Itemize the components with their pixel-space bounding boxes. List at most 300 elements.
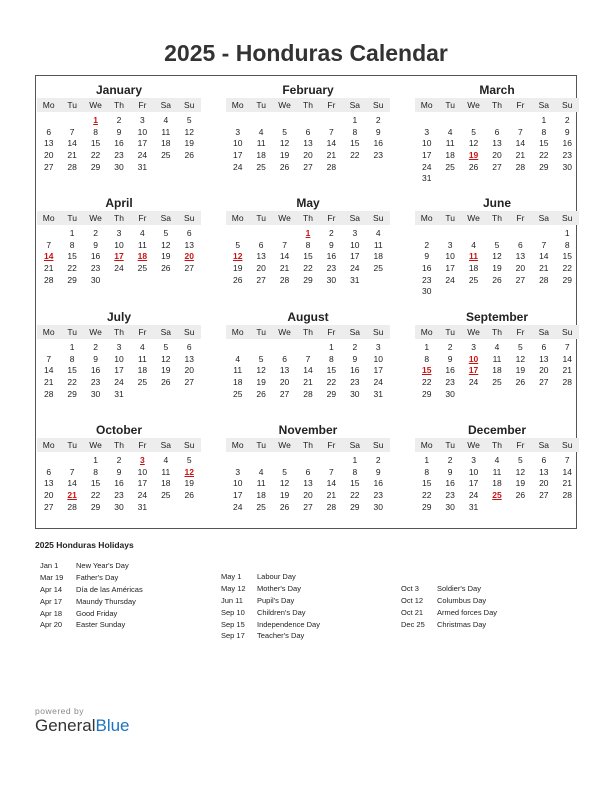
day-cell: 19 — [184, 138, 194, 149]
month-september — [415, 309, 579, 400]
holiday-name: Maundy Thursday — [76, 596, 136, 606]
weekday-label: Mo — [420, 100, 433, 110]
day-cell: 22 — [67, 377, 77, 388]
week-row — [226, 354, 390, 366]
holiday-name: Mother's Day — [257, 583, 301, 593]
day-cell: 25 — [137, 377, 148, 388]
empty-cell — [509, 173, 532, 185]
empty-cell — [509, 228, 532, 240]
weekday-label: Su — [562, 327, 573, 337]
day-cell: 5 — [163, 228, 169, 238]
day-cell: 16 — [373, 478, 383, 489]
day-cell: 11 — [137, 239, 147, 250]
holiday-date: Oct 21 — [401, 607, 424, 617]
day-cell: 21 — [43, 263, 54, 274]
day-cell: 30 — [114, 501, 124, 512]
holiday-date: Dec 25 — [401, 619, 425, 629]
day-cell: 30 — [373, 501, 383, 512]
day-cell: 11 — [373, 239, 383, 250]
day-cell: 3 — [352, 228, 358, 238]
holiday-date: Mar 19 — [40, 572, 64, 582]
weekday-header — [226, 325, 390, 339]
day-cell: 5 — [186, 455, 192, 465]
day-cell: 28 — [326, 161, 337, 172]
day-cell: 26 — [515, 377, 526, 388]
day-cell: 9 — [564, 126, 570, 137]
week-row — [37, 377, 201, 389]
day-cell: 31 — [137, 501, 148, 512]
day-cell: 11 — [256, 138, 266, 149]
day-cell: 3 — [375, 342, 381, 352]
weekday-label: Tu — [67, 213, 77, 223]
week-row — [37, 162, 201, 174]
day-cell: 6 — [186, 342, 192, 352]
day-cell: 16 — [326, 251, 337, 262]
holiday-date: Sep 15 — [221, 619, 245, 629]
weekday-header — [37, 325, 201, 339]
day-cell: 14 — [326, 478, 337, 489]
day-cell: 27 — [303, 161, 313, 172]
day-cell: 9 — [375, 466, 381, 477]
week-row — [37, 354, 201, 366]
day-cell: 3 — [447, 239, 453, 250]
weekday-label: Su — [373, 100, 384, 110]
weekday-label: Mo — [420, 440, 433, 450]
weekday-label: Fr — [516, 213, 525, 223]
day-cell: 31 — [350, 274, 360, 285]
day-cell: 5 — [235, 239, 241, 250]
day-cell: 2 — [375, 115, 381, 125]
day-cell: 6 — [494, 126, 500, 137]
weekday-label: Tu — [67, 440, 77, 450]
day-cell: 14 — [279, 251, 290, 262]
day-cell: 11 — [256, 478, 266, 489]
day-cell: 10 — [468, 466, 479, 477]
holiday-item — [40, 619, 143, 631]
week-row — [415, 467, 579, 479]
day-cell: 29 — [421, 501, 432, 512]
day-cell: 7 — [46, 239, 52, 250]
empty-cell — [462, 389, 485, 401]
day-cell: 5 — [282, 126, 287, 137]
weekday-label: Tu — [445, 100, 455, 110]
page-title: 2025 - Honduras Calendar — [164, 40, 448, 66]
weekday-label: Fr — [327, 100, 336, 110]
day-cell: 7 — [329, 466, 334, 477]
day-cell: 1 — [329, 342, 334, 352]
day-cell: 6 — [541, 342, 547, 352]
day-cell: 18 — [373, 251, 383, 262]
day-cell: 16 — [445, 478, 455, 489]
day-cell: 24 — [114, 377, 124, 388]
day-cell: 2 — [352, 342, 358, 352]
day-cell: 15 — [303, 251, 313, 262]
day-cell: 10 — [114, 353, 124, 364]
weekday-header — [415, 211, 579, 225]
day-cell: 12 — [184, 126, 194, 137]
holiday-name: Pupil's Day — [257, 595, 295, 605]
week-row — [37, 127, 201, 139]
weekday-label: Mo — [42, 440, 55, 450]
week-row — [37, 275, 201, 287]
day-cell: 3 — [116, 228, 122, 238]
day-cell: 19 — [161, 251, 171, 262]
day-cell: 6 — [46, 466, 52, 477]
day-cell: 26 — [515, 490, 526, 501]
day-cell: 7 — [305, 353, 311, 364]
day-cell: 27 — [303, 501, 313, 512]
day-cell: 22 — [90, 150, 101, 161]
day-cell: 24 — [114, 263, 124, 274]
month-name: September — [465, 310, 529, 324]
empty-cell — [556, 389, 579, 401]
empty-cell — [343, 162, 366, 174]
day-cell: 12 — [256, 365, 266, 376]
day-cell: 18 — [256, 490, 266, 501]
day-cell: 2 — [564, 115, 570, 125]
empty-cell — [556, 502, 579, 514]
day-cell: 25 — [161, 490, 171, 501]
month-august — [226, 309, 390, 400]
day-cell: 18 — [468, 263, 479, 274]
weekday-header — [415, 98, 579, 112]
empty-cell — [226, 115, 249, 127]
day-cell: 26 — [184, 150, 194, 161]
weekday-label: Su — [562, 100, 573, 110]
day-cell: 17 — [137, 478, 148, 489]
day-cell: 3 — [471, 455, 476, 465]
day-cell: 15 — [421, 478, 432, 489]
day-cell: 20 — [515, 263, 526, 274]
weekday-label: Tu — [256, 327, 266, 337]
week-row — [415, 240, 579, 252]
day-cell: 27 — [256, 274, 266, 285]
day-cell: 14 — [539, 251, 549, 262]
day-cell: 25 — [256, 501, 266, 512]
day-cell: 3 — [140, 115, 145, 125]
holiday-date: Jan 1 — [40, 561, 59, 570]
day-cell: 5 — [282, 466, 287, 477]
weekday-label: We — [278, 100, 291, 110]
day-cell: 31 — [137, 161, 148, 172]
day-cell: 1 — [424, 455, 430, 465]
weekday-label: Fr — [516, 327, 525, 337]
day-cell: 23 — [114, 150, 124, 161]
day-cell: 10 — [373, 353, 383, 364]
week-row — [37, 502, 201, 514]
empty-cell — [107, 275, 130, 287]
weekday-header — [226, 438, 390, 452]
week-row — [226, 138, 390, 150]
day-cell: 8 — [69, 239, 75, 250]
day-cell: 8 — [69, 353, 75, 364]
day-cell: 29 — [67, 388, 77, 399]
day-cell: 9 — [447, 466, 453, 477]
weekday-label: Sa — [349, 213, 361, 223]
generalblue-logo[interactable] — [35, 716, 130, 736]
day-cell: 12 — [515, 466, 526, 477]
day-cell: 22 — [350, 490, 360, 501]
day-cell: 17 — [232, 490, 243, 501]
holiday-item — [221, 630, 320, 642]
week-row — [415, 354, 579, 366]
empty-cell — [320, 115, 343, 127]
week-row — [226, 455, 390, 467]
empty-cell — [273, 342, 296, 354]
day-cell: 24 — [232, 161, 243, 172]
weekday-label: Mo — [231, 440, 244, 450]
day-cell: 7 — [46, 353, 52, 364]
day-cell: 8 — [424, 353, 430, 364]
empty-cell — [296, 455, 319, 467]
day-cell: 18 — [492, 365, 502, 376]
empty-cell — [509, 115, 532, 127]
week-row — [415, 342, 579, 354]
empty-cell — [532, 286, 555, 298]
empty-cell — [462, 228, 485, 240]
day-cell: 5 — [163, 342, 169, 352]
day-cell: 3 — [116, 342, 122, 352]
week-row — [415, 228, 579, 240]
empty-cell — [532, 173, 555, 185]
week-row — [415, 502, 579, 514]
empty-cell — [37, 228, 60, 240]
empty-cell — [178, 502, 201, 514]
day-cell: 10 — [232, 478, 243, 489]
month-name: March — [479, 83, 515, 97]
day-cell: 31 — [468, 501, 479, 512]
empty-cell — [509, 502, 532, 514]
day-cell: 17 — [373, 365, 383, 376]
month-december — [415, 422, 579, 513]
day-cell: 27 — [539, 490, 549, 501]
weekday-label: Mo — [42, 327, 55, 337]
empty-cell — [273, 115, 296, 127]
day-cell: 22 — [539, 150, 549, 161]
weekday-label: Sa — [349, 100, 361, 110]
weekday-label: Sa — [538, 440, 550, 450]
weekday-label: Su — [184, 213, 195, 223]
day-cell: 1 — [352, 115, 358, 125]
empty-cell — [296, 115, 319, 127]
empty-cell — [367, 275, 390, 287]
weekday-label: Tu — [256, 440, 266, 450]
empty-cell — [485, 173, 508, 185]
day-cell: 30 — [350, 388, 360, 399]
day-cell: 23 — [90, 263, 101, 274]
week-row — [226, 162, 390, 174]
week-row — [415, 263, 579, 275]
day-cell: 15 — [326, 365, 337, 376]
week-row — [226, 467, 390, 479]
weekday-label: Th — [492, 440, 502, 450]
day-cell: 11 — [233, 365, 243, 376]
holiday-item — [40, 584, 143, 596]
day-cell: 2 — [93, 342, 98, 352]
holiday-item — [221, 607, 320, 619]
holiday-item — [401, 595, 497, 607]
empty-cell — [60, 455, 83, 467]
week-row — [226, 389, 390, 401]
empty-cell — [462, 115, 485, 127]
week-row — [226, 263, 390, 275]
day-cell: 1 — [69, 228, 75, 238]
empty-cell — [273, 455, 296, 467]
empty-cell — [37, 342, 60, 354]
week-row — [226, 228, 390, 240]
weekday-label: Su — [373, 327, 384, 337]
day-cell: 13 — [184, 239, 194, 250]
empty-cell — [415, 115, 438, 127]
holiday-date: Oct 3 — [401, 584, 419, 593]
day-cell: 9 — [93, 239, 98, 250]
day-cell: 10 — [421, 138, 432, 149]
day-cell: 8 — [305, 239, 311, 250]
day-cell: 2 — [424, 239, 430, 250]
day-cell: 27 — [492, 161, 502, 172]
day-cell: 19 — [279, 150, 290, 161]
weekday-label: Sa — [160, 213, 172, 223]
day-cell: 21 — [43, 377, 54, 388]
day-cell: 1 — [69, 342, 75, 352]
week-row — [226, 115, 390, 127]
day-cell: 21 — [279, 263, 290, 274]
empty-cell — [438, 173, 461, 185]
day-cell: 9 — [116, 466, 122, 477]
day-cell: 19 — [279, 490, 290, 501]
day-cell: 13 — [184, 353, 194, 364]
weekday-label: We — [467, 440, 480, 450]
day-cell: 13 — [303, 138, 313, 149]
day-cell: 20 — [184, 365, 194, 376]
week-row — [415, 115, 579, 127]
day-cell: 1 — [424, 342, 430, 352]
holiday-name: Christmas Day — [437, 619, 487, 629]
holiday-name: Independence Day — [257, 619, 320, 629]
day-cell: 18 — [232, 377, 243, 388]
weekday-label: Th — [114, 327, 124, 337]
day-cell: 7 — [69, 466, 75, 477]
day-cell: 29 — [562, 274, 572, 285]
weekday-label: Sa — [160, 100, 172, 110]
day-cell: 9 — [329, 239, 334, 250]
weekday-label: Fr — [327, 213, 336, 223]
month-name: November — [278, 423, 338, 437]
day-cell: 29 — [90, 501, 101, 512]
month-name: June — [482, 196, 511, 210]
weekday-header — [415, 438, 579, 452]
month-january — [37, 82, 201, 173]
day-cell: 17 — [445, 263, 455, 274]
weekday-label: Su — [184, 327, 195, 337]
weekday-label: Tu — [445, 440, 455, 450]
weekday-label: Th — [492, 327, 502, 337]
week-row — [37, 263, 201, 275]
day-cell: 12 — [161, 239, 171, 250]
week-row — [37, 467, 201, 479]
day-cell: 4 — [140, 228, 145, 238]
day-cell: 22 — [562, 263, 572, 274]
day-cell: 25 — [232, 388, 243, 399]
weekday-header — [37, 98, 201, 112]
holiday-item — [401, 619, 497, 631]
month-name: May — [296, 196, 320, 210]
day-cell: 30 — [90, 274, 101, 285]
brand-general: General — [35, 716, 96, 735]
day-cell: 27 — [539, 377, 549, 388]
weekday-label: Th — [114, 440, 124, 450]
day-cell: 13 — [492, 138, 502, 149]
empty-cell — [532, 228, 555, 240]
empty-cell — [462, 286, 485, 298]
holiday-item — [40, 560, 143, 572]
day-cell: 27 — [43, 161, 54, 172]
day-cell: 30 — [421, 286, 432, 297]
day-cell: 26 — [161, 263, 171, 274]
week-row — [37, 478, 201, 490]
weekday-label: Sa — [538, 100, 550, 110]
day-cell: 19 — [515, 365, 526, 376]
day-cell: 12 — [161, 353, 171, 364]
empty-cell — [226, 342, 249, 354]
day-cell: 3 — [140, 455, 145, 465]
day-cell: 15 — [539, 138, 549, 149]
day-cell: 20 — [303, 150, 313, 161]
day-cell: 13 — [43, 138, 54, 149]
day-cell: 18 — [137, 251, 148, 262]
day-cell: 31 — [373, 388, 383, 399]
day-cell: 13 — [279, 365, 290, 376]
holiday-name: Children's Day — [257, 607, 306, 617]
weekday-header — [37, 438, 201, 452]
day-cell: 20 — [43, 490, 54, 501]
day-cell: 25 — [445, 161, 455, 172]
empty-cell — [178, 389, 201, 401]
day-cell: 12 — [515, 353, 526, 364]
day-cell: 3 — [471, 342, 476, 352]
weekday-label: Mo — [420, 213, 433, 223]
empty-cell — [485, 286, 508, 298]
day-cell: 4 — [235, 353, 241, 364]
day-cell: 1 — [564, 228, 570, 238]
empty-cell — [438, 115, 461, 127]
day-cell: 2 — [93, 228, 98, 238]
weekday-label: Tu — [67, 327, 77, 337]
weekday-label: We — [278, 213, 291, 223]
week-row — [226, 275, 390, 287]
empty-cell — [154, 389, 177, 401]
holiday-item — [40, 608, 143, 620]
day-cell: 9 — [424, 251, 430, 262]
day-cell: 5 — [258, 353, 264, 364]
day-cell: 24 — [350, 263, 360, 274]
day-cell: 29 — [326, 388, 337, 399]
day-cell: 21 — [67, 150, 77, 161]
day-cell: 29 — [303, 274, 313, 285]
week-row — [226, 502, 390, 514]
empty-cell — [249, 228, 272, 240]
day-cell: 7 — [518, 126, 523, 137]
day-cell: 10 — [137, 126, 148, 137]
day-cell: 16 — [114, 138, 124, 149]
holiday-date: Apr 20 — [40, 620, 63, 630]
day-cell: 27 — [515, 274, 526, 285]
day-cell: 6 — [258, 239, 264, 250]
day-cell: 28 — [67, 501, 77, 512]
weekday-label: Th — [492, 100, 502, 110]
week-row — [37, 490, 201, 502]
day-cell: 17 — [114, 251, 124, 262]
